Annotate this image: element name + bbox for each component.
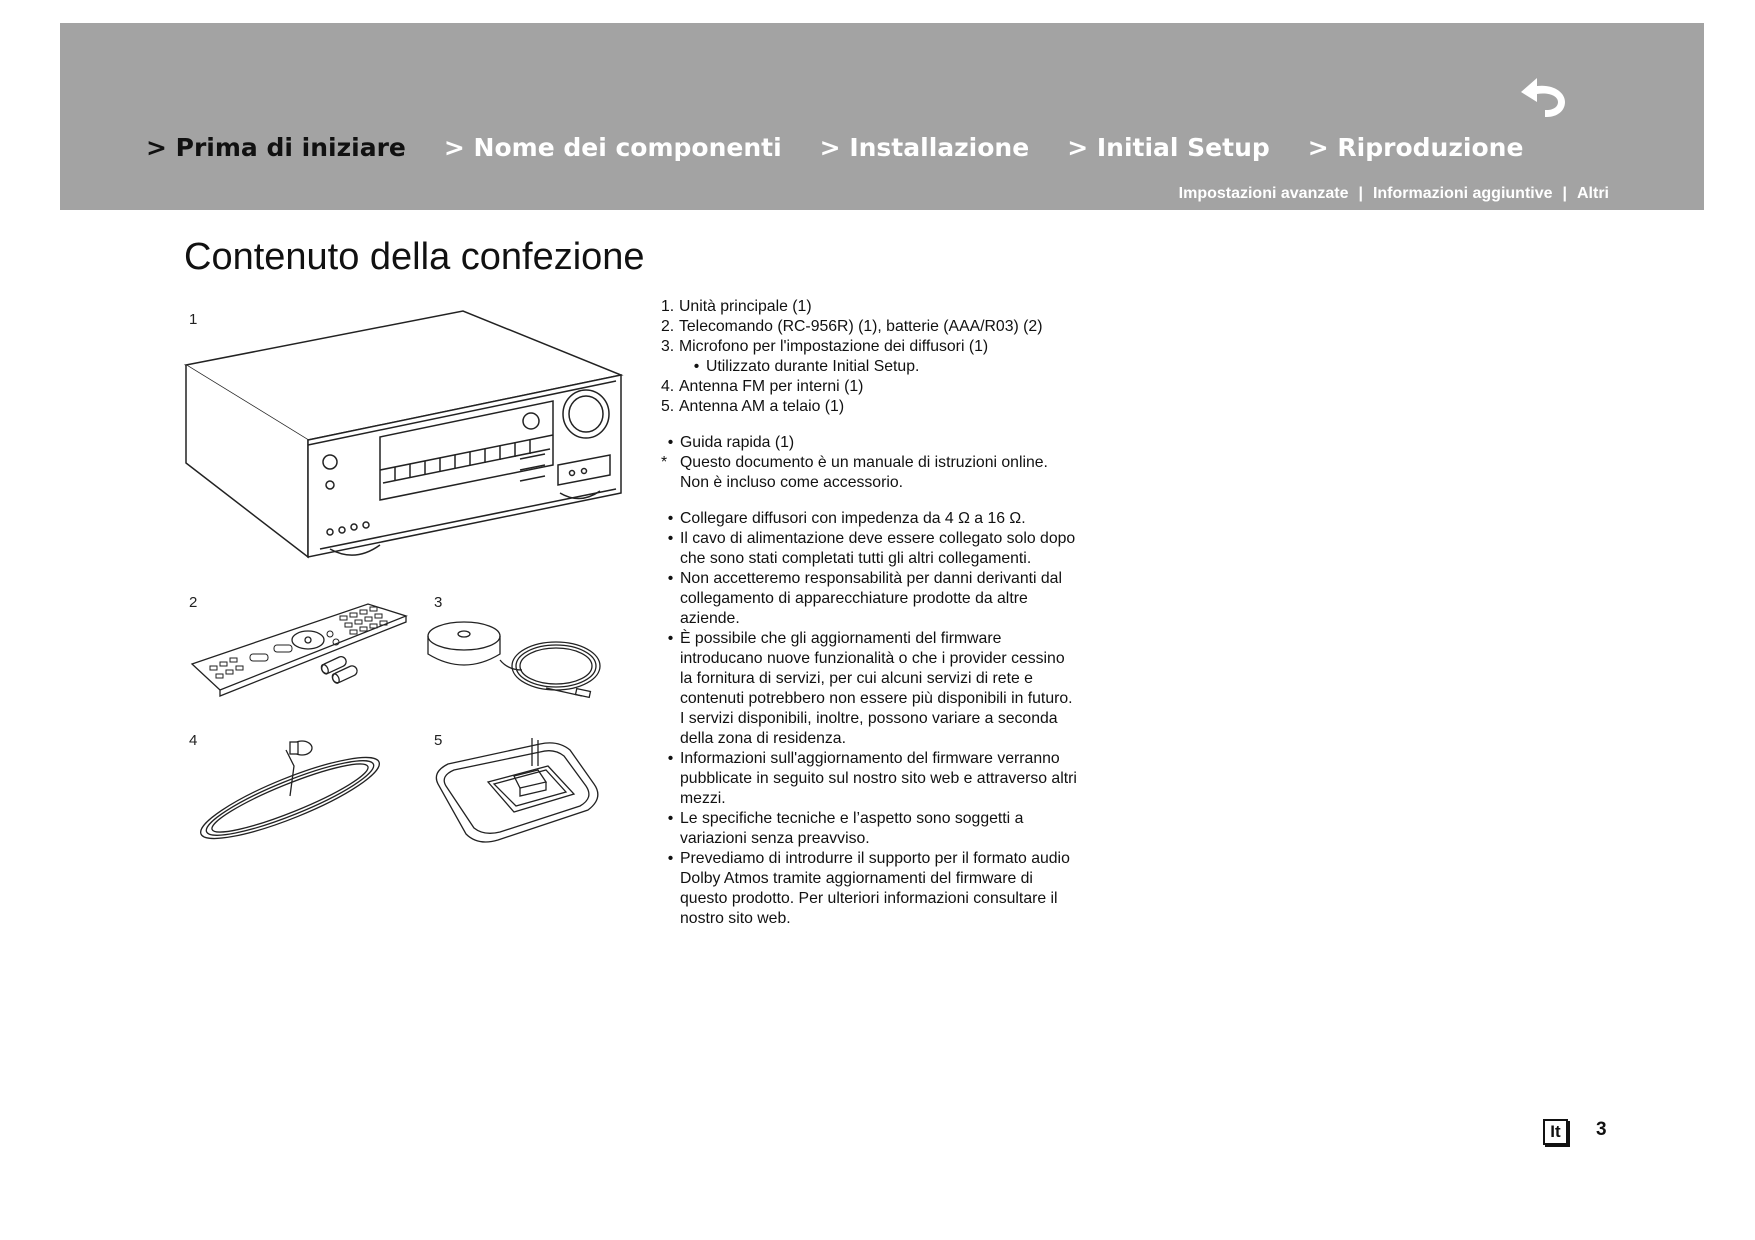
return-arrow-icon[interactable]: [1515, 70, 1569, 118]
illustration-label-2: 2: [189, 594, 198, 611]
illustration-label-5: 5: [434, 732, 443, 749]
list-item: 4. Antenna FM per interni (1): [661, 378, 864, 395]
header-bar: [60, 23, 1704, 210]
list-item: 3. Microfono per l'impostazione dei diffusori (1): [661, 338, 989, 355]
note-item: • È possibile che gli aggiornamenti del firmware introducano nuove funzionalità o che i provider cessino la fornitura di servizi, per cui alcuni servizi di rete e contenuti potrebbero non essere più disponibili in futuro. I servizi disponibili, inoltre, possono variare a seconda della zona di residenza.: [667, 630, 1073, 747]
sub-nav-separator: |: [1358, 185, 1363, 202]
list-item: 2. Telecomando (RC-956R) (1), batterie (AAA/R03) (2): [661, 318, 1043, 335]
tab-installazione[interactable]: > Installazione: [819, 133, 1030, 162]
sub-nav: [1179, 185, 1609, 203]
list-item: 1. Unità principale (1): [661, 298, 812, 315]
tab-riproduzione[interactable]: > Riproduzione: [1307, 133, 1524, 162]
content-column: [661, 297, 1111, 929]
illustration-label-4: 4: [189, 732, 198, 749]
note-item: • Le specifiche tecniche e l’aspetto sono soggetti a variazioni senza preavviso.: [667, 810, 1024, 847]
link-altri[interactable]: Altri: [1577, 185, 1609, 202]
quick-guide-item: • Guida rapida (1): [667, 434, 795, 451]
page-number: 3: [1596, 1119, 1607, 1140]
note-item: • Non accetteremo responsabilità per danni derivanti dal collegamento di apparecchiature prodotte da altre aziende.: [667, 570, 1062, 627]
fm-antenna-icon: [190, 736, 390, 846]
list-sub-item: • Utilizzato durante Initial Setup.: [693, 358, 920, 375]
illustration-label-3: 3: [434, 594, 443, 611]
tab-initial-setup[interactable]: > Initial Setup: [1067, 133, 1270, 162]
note-item: • Collegare diffusori con impedenza da 4 Ω a 16 Ω.: [667, 510, 1026, 527]
note-item: • Informazioni sull'aggiornamento del firmware verranno pubblicate in seguito sul nostro sito web e attraverso altri mezzi.: [667, 750, 1077, 807]
page-title: Contenuto della confezione: [184, 236, 645, 278]
main-nav: [146, 133, 1561, 162]
am-loop-antenna-icon: [428, 736, 608, 851]
list-item: 5. Antenna AM a telaio (1): [661, 398, 845, 415]
av-receiver-icon: [180, 305, 630, 565]
remote-control-icon: [190, 596, 410, 708]
sub-nav-separator: |: [1562, 185, 1567, 202]
tab-prima-di-iniziare[interactable]: > Prima di iniziare: [146, 133, 406, 162]
microphone-icon: [426, 610, 606, 705]
link-impostazioni-avanzate[interactable]: Impostazioni avanzate: [1178, 185, 1349, 202]
link-informazioni-aggiuntive[interactable]: Informazioni aggiuntive: [1372, 185, 1553, 202]
illustration-label-1: 1: [189, 311, 198, 328]
quick-guide-note: * Questo documento è un manuale di istruzioni online. Non è incluso come accessorio.: [661, 454, 1048, 491]
note-item: • Il cavo di alimentazione deve essere collegato solo dopo che sono stati completati tutti gli altri collegamenti.: [667, 530, 1076, 567]
language-badge: It: [1543, 1119, 1568, 1145]
note-item: • Prevediamo di introdurre il supporto per il formato audio Dolby Atmos tramite aggiornamenti del firmware di questo prodotto. Per ulteriori informazioni consultare il nostro sito web.: [667, 850, 1070, 927]
tab-nome-dei-componenti[interactable]: > Nome dei componenti: [443, 133, 782, 162]
